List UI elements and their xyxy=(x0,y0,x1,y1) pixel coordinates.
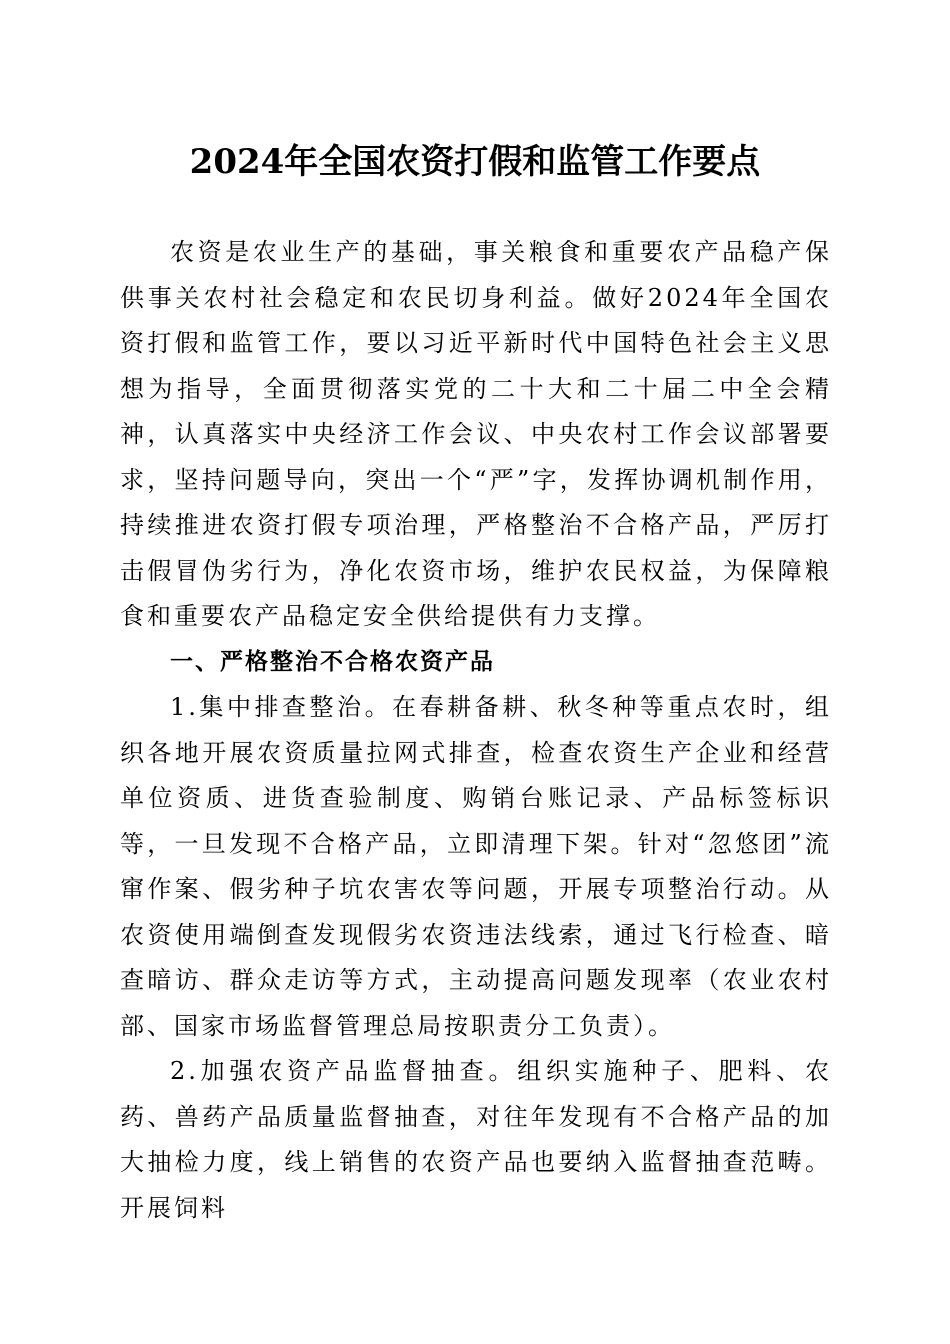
item-paragraph-1: 1.集中排查整治。在春耕备耕、秋冬种等重点农时，组织各地开展农资质量拉网式排查，检查农资生产企业和经营单位资质、进货查验制度、购销台账记录、产品标签标识等，一旦发现不合格产品，立即清理下架。针对“忽悠团”流窜作案、假劣种子坑农害农等问题，开展专项整治行动。从农资使用端倒查发现假劣农资违法线索，通过飞行检查、暗查暗访、群众走访等方式，主动提高问题发现率（农业农村部、国家市场监督管理总局按职责分工负责）。 xyxy=(120,693,832,1040)
section-heading: 一、严格整治不合格农资产品 xyxy=(170,648,495,675)
document-title: 2024年全国农资打假和监管工作要点 xyxy=(189,142,761,182)
document-body xyxy=(120,230,832,1231)
item-paragraph-2: 2.加强农资产品监督抽查。组织实施种子、肥料、农药、兽药产品质量监督抽查，对往年发现有不合格产品的加大抽检力度，线上销售的农资产品也要纳入监督抽查范畴。开展饲料 xyxy=(120,1057,832,1222)
intro-paragraph: 农资是农业生产的基础，事关粮食和重要农产品稳产保供事关农村社会稳定和农民切身利益。做好2024年全国农资打假和监管工作，要以习近平新时代中国特色社会主义思想为指导，全面贯彻落实党的二十大和二十届二中全会精神，认真落实中央经济工作会议、中央农村工作会议部署要求，坚持问题导向，突出一个“严”字，发挥协调机制作用，持续推进农资打假专项治理，严格整治不合格产品，严厉打击假冒伪劣行为，净化农资市场，维护农民权益，为保障粮食和重要农产品稳定安全供给提供有力支撑。 xyxy=(120,238,832,630)
